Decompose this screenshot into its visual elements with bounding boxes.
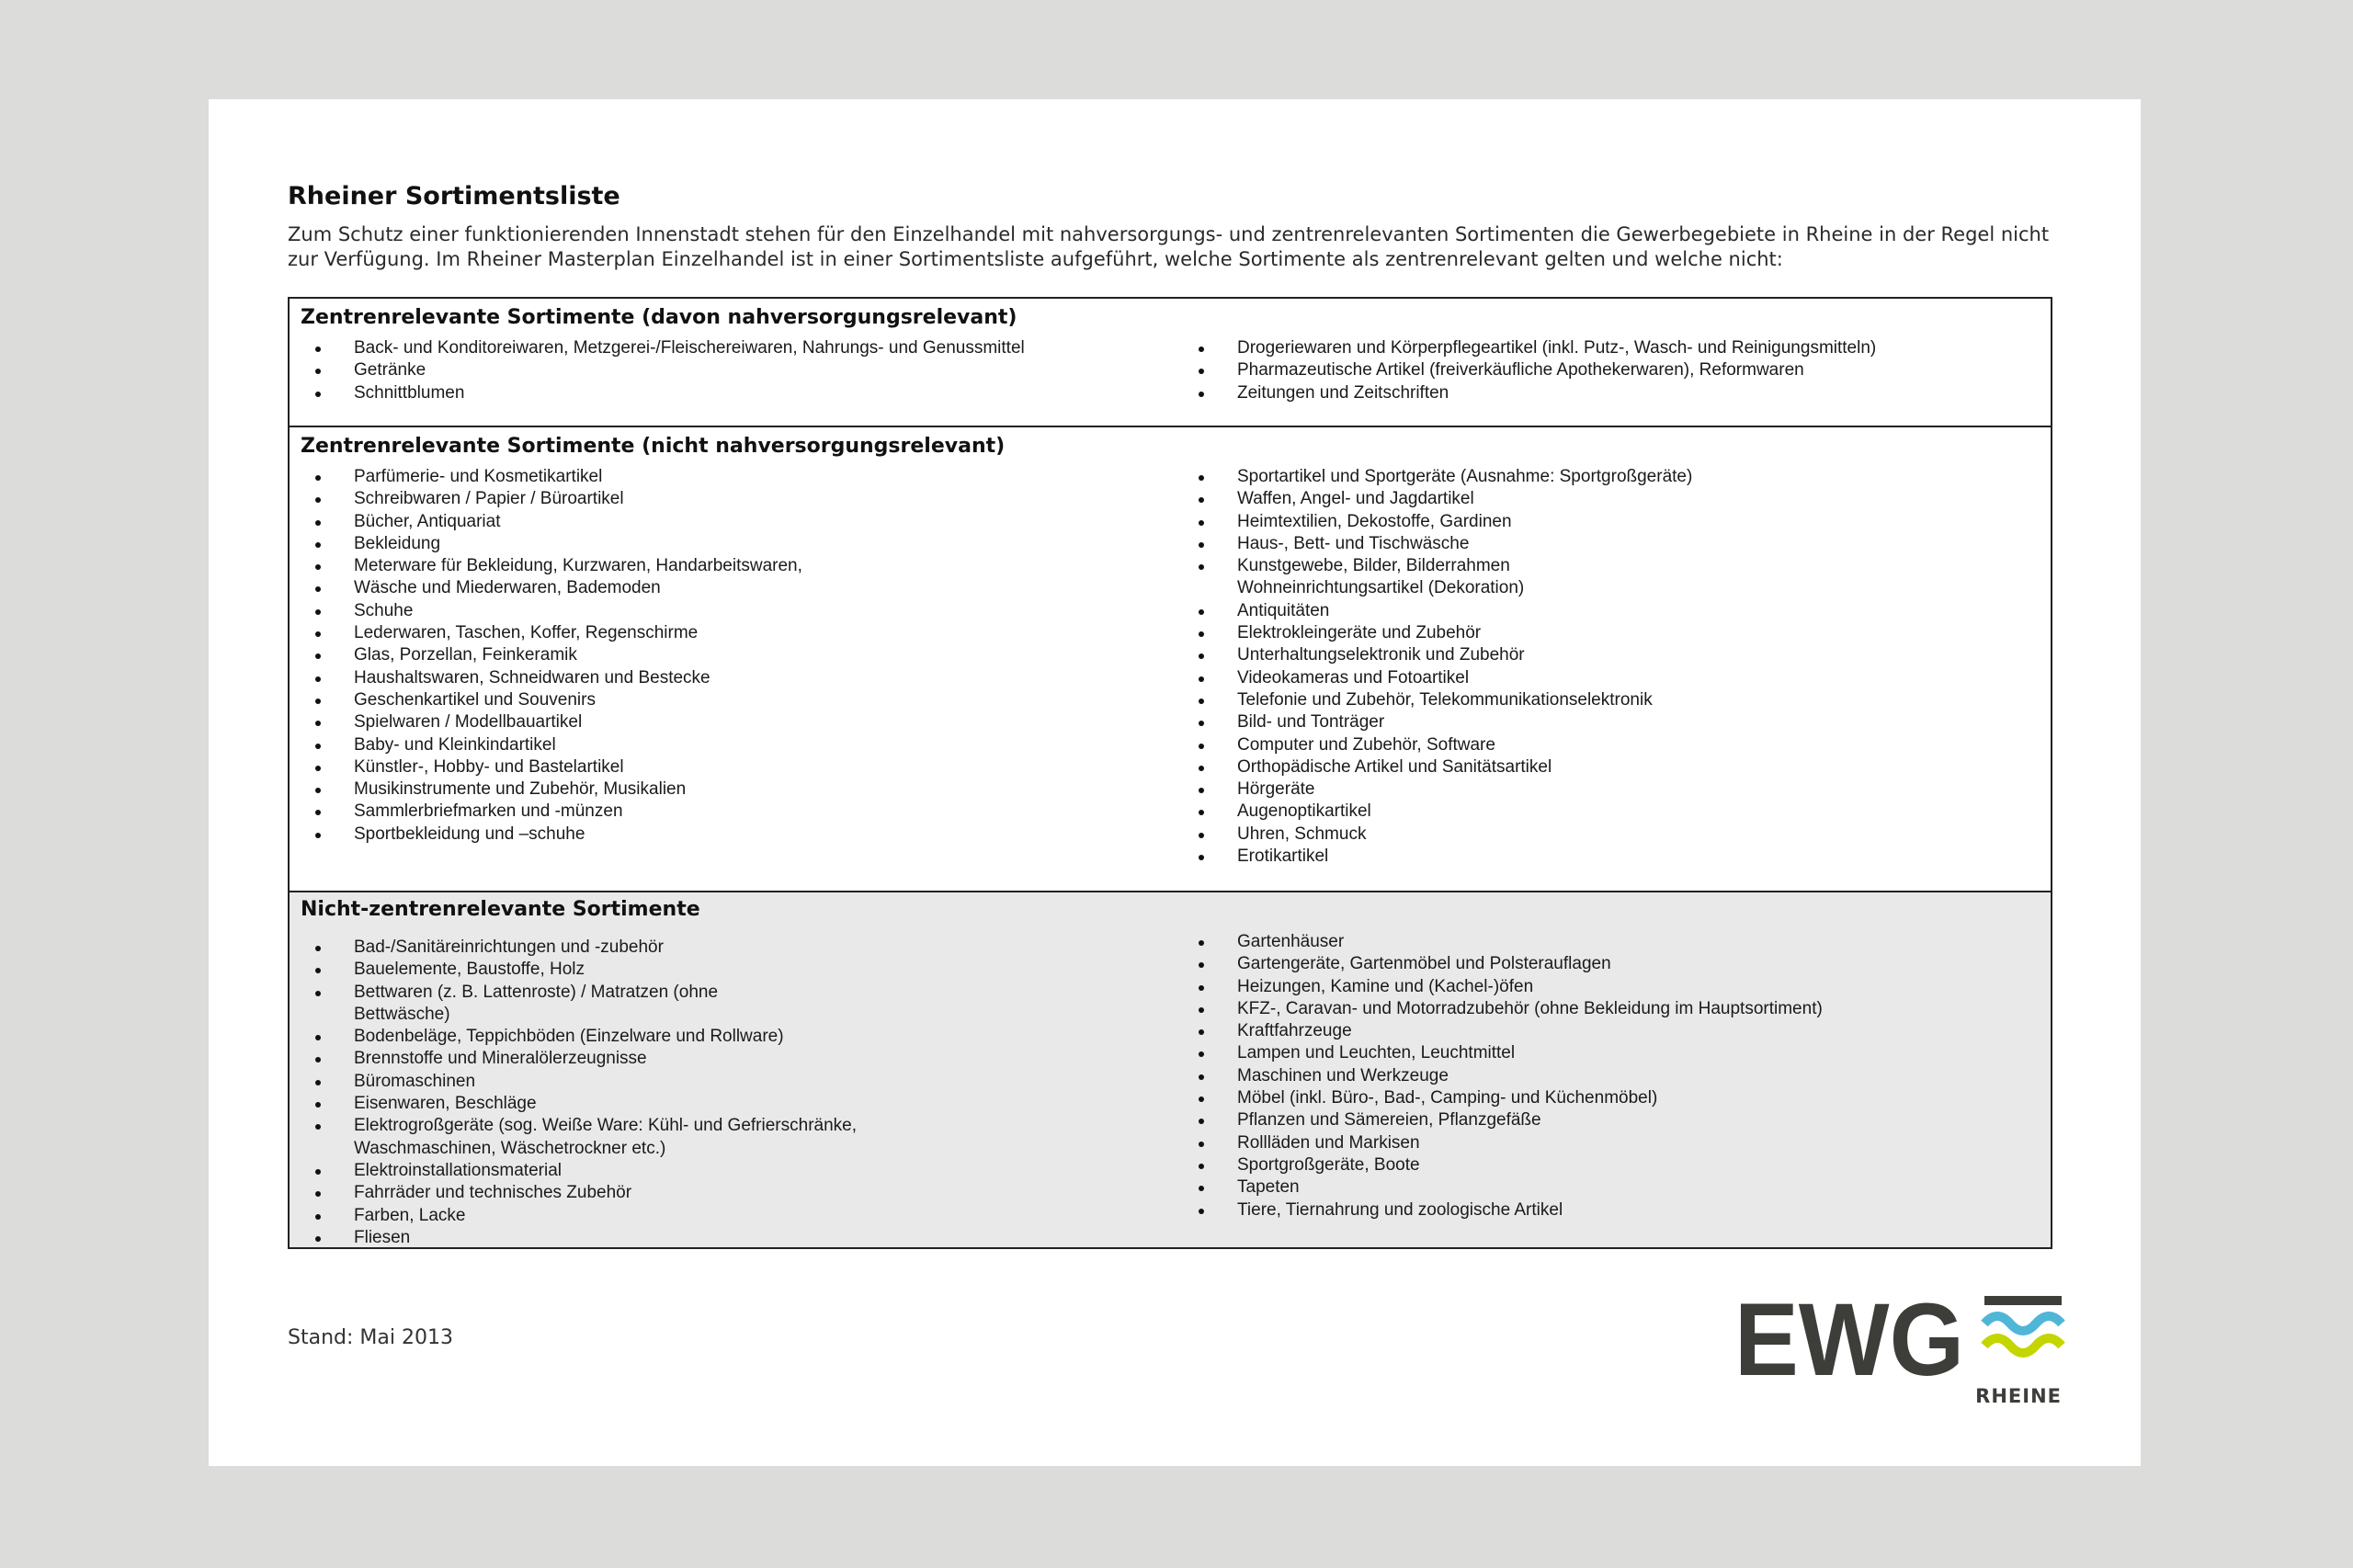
list-item: Brennstoffe und Mineralölerzeugnisse [312,1048,857,1070]
list-item: Lederwaren, Taschen, Koffer, Regenschirme [312,622,802,644]
list-item: Gartenhäuser [1195,931,1823,953]
list-item: Spielwaren / Modellbauartikel [312,711,802,733]
list-item: Parfümerie- und Kosmetikartikel [312,466,802,488]
list-item: Antiquitäten [1195,600,1692,622]
list-item: Elektrogroßgeräte (sog. Weiße Ware: Kühl- und Gefrierschränke, [312,1115,857,1137]
assortment-table [288,297,2052,1249]
list-item: Tapeten [1195,1176,1823,1199]
list-item: Haus-, Bett- und Tischwäsche [1195,533,1692,555]
list-item: Kraftfahrzeuge [1195,1020,1823,1042]
list-item: Bekleidung [312,533,802,555]
list-item: Videokameras und Fotoartikel [1195,667,1692,689]
list-item: Baby- und Kleinkindartikel [312,734,802,756]
list-item: Haushaltswaren, Schneidwaren und Bestecke [312,667,802,689]
document-page [209,99,2141,1466]
list-item: Bodenbeläge, Teppichböden (Einzelware und Rollware) [312,1026,857,1048]
list-item: Waschmaschinen, Wäschetrockner etc.) [354,1138,666,1158]
list-item: Elektroinstallationsmaterial [312,1160,857,1182]
list-item: Computer und Zubehör, Software [1195,734,1692,756]
list-item: Rollläden und Markisen [1195,1132,1823,1154]
list-item: Orthopädische Artikel und Sanitätsartikel [1195,756,1692,778]
right-column-list [1195,931,1823,1221]
ewg-rheine-logo [1734,1285,2065,1404]
logo-wordmark: EWG [1734,1285,1964,1397]
list-item: Bauelemente, Baustoffe, Holz [312,959,857,981]
section-central-relevant [290,427,2051,892]
list-item: Möbel (inkl. Büro-, Bad-, Camping- und Küchenmöbel) [1195,1087,1823,1109]
date-stamp: Stand: Mai 2013 [288,1326,453,1349]
list-item: Fahrräder und technisches Zubehör [312,1182,857,1204]
list-item: Waffen, Angel- und Jagdartikel [1195,488,1692,510]
list-item: Kunstgewebe, Bilder, Bilderrahmen [1195,555,1692,577]
list-item: Unterhaltungselektronik und Zubehör [1195,644,1692,666]
list-item: Schreibwaren / Papier / Büroartikel [312,488,802,510]
section-title: Nicht-zentrenrelevante Sortimente [301,898,700,921]
list-item: Tiere, Tiernahrung und zoologische Artikel [1195,1199,1823,1221]
list-item: Glas, Porzellan, Feinkeramik [312,644,802,666]
list-item: Zeitungen und Zeitschriften [1195,382,1876,404]
list-item: Drogeriewaren und Körperpflegeartikel (inkl. Putz-, Wasch- und Reinigungsmitteln) [1195,337,1876,359]
list-item: KFZ-, Caravan- und Motorradzubehör (ohne Bekleidung im Hauptsortiment) [1195,998,1823,1020]
list-item: Bild- und Tonträger [1195,711,1692,733]
list-item: Maschinen und Werkzeuge [1195,1065,1823,1087]
list-item: Sammlerbriefmarken und -münzen [312,801,802,823]
list-item: Pflanzen und Sämereien, Pflanzgefäße [1195,1109,1823,1131]
list-item: Hörgeräte [1195,778,1692,801]
list-item: Uhren, Schmuck [1195,824,1692,846]
list-item: Heimtextilien, Dekostoffe, Gardinen [1195,511,1692,533]
list-item: Erotikartikel [1195,846,1692,868]
list-item: Bettwäsche) [354,1004,450,1024]
list-item: Schnittblumen [312,382,1025,404]
logo-wave-blue [1984,1316,2062,1331]
section-non-central [290,892,2051,1247]
left-column-list [312,466,802,846]
list-item: Musikinstrumente und Zubehör, Musikalien [312,778,802,801]
list-item: Eisenwaren, Beschläge [312,1093,857,1115]
list-item: Augenoptikartikel [1195,801,1692,823]
logo-wave-lime [1984,1338,2062,1353]
list-item: Gartengeräte, Gartenmöbel und Polsterauflagen [1195,953,1823,975]
section-title: Zentrenrelevante Sortimente (davon nahversorgungsrelevant) [301,306,1017,329]
list-item: Geschenkartikel und Souvenirs [312,689,802,711]
section-local-supply [290,299,2051,427]
left-column-list [312,337,1025,404]
logo-top-bar [1984,1296,2062,1305]
list-item: Büromaschinen [312,1071,857,1093]
list-item: Sportartikel und Sportgeräte (Ausnahme: Sportgroßgeräte) [1195,466,1692,488]
list-item: Fliesen [312,1227,857,1249]
list-item: Sportbekleidung und –schuhe [312,824,802,846]
list-item: Heizungen, Kamine und (Kachel-)öfen [1195,976,1823,998]
list-item: Schuhe [312,600,802,622]
list-item: Sportgroßgeräte, Boote [1195,1154,1823,1176]
right-column-list [1195,466,1692,868]
list-item: Bettwaren (z. B. Lattenroste) / Matratzen (ohne [312,982,857,1004]
list-item: Wäsche und Miederwaren, Bademoden [312,577,802,599]
list-item: Lampen und Leuchten, Leuchtmittel [1195,1042,1823,1064]
list-item: Bücher, Antiquariat [312,511,802,533]
right-column-list [1195,337,1876,404]
list-item: Meterware für Bekleidung, Kurzwaren, Handarbeitswaren, [312,555,802,577]
list-item: Elektrokleingeräte und Zubehör [1195,622,1692,644]
list-item: Pharmazeutische Artikel (freiverkäufliche Apothekerwaren), Reformwaren [1195,359,1876,381]
list-item: Getränke [312,359,1025,381]
list-item: Farben, Lacke [312,1205,857,1227]
list-item: Wohneinrichtungsartikel (Dekoration) [1237,578,1525,598]
list-item: Bad-/Sanitäreinrichtungen und -zubehör [312,937,857,959]
intro-paragraph: Zum Schutz einer funktionierenden Innenstadt stehen für den Einzelhandel mit nahversorgungs- und zentrenrelevanten Sortimenten die Gewerbegebiete in Rheine in der Regel nicht zur Verfügung. Im Rheiner Masterplan Einzelhandel ist in einer Sortimentsliste aufgeführt, welche Sortimente als zentrenrelevant gelten und welche nicht: [288,223,2050,270]
list-item: Künstler-, Hobby- und Bastelartikel [312,756,802,778]
list-item: Telefonie und Zubehör, Telekommunikationselektronik [1195,689,1692,711]
list-item: Back- und Konditoreiwaren, Metzgerei-/Fleischereiwaren, Nahrungs- und Genussmittel [312,337,1025,359]
logo-subtext: RHEINE [1975,1385,2062,1404]
page-title: Rheiner Sortimentsliste [288,182,620,210]
section-title: Zentrenrelevante Sortimente (nicht nahversorgungsrelevant) [301,435,1006,458]
left-column-list [312,937,857,1249]
